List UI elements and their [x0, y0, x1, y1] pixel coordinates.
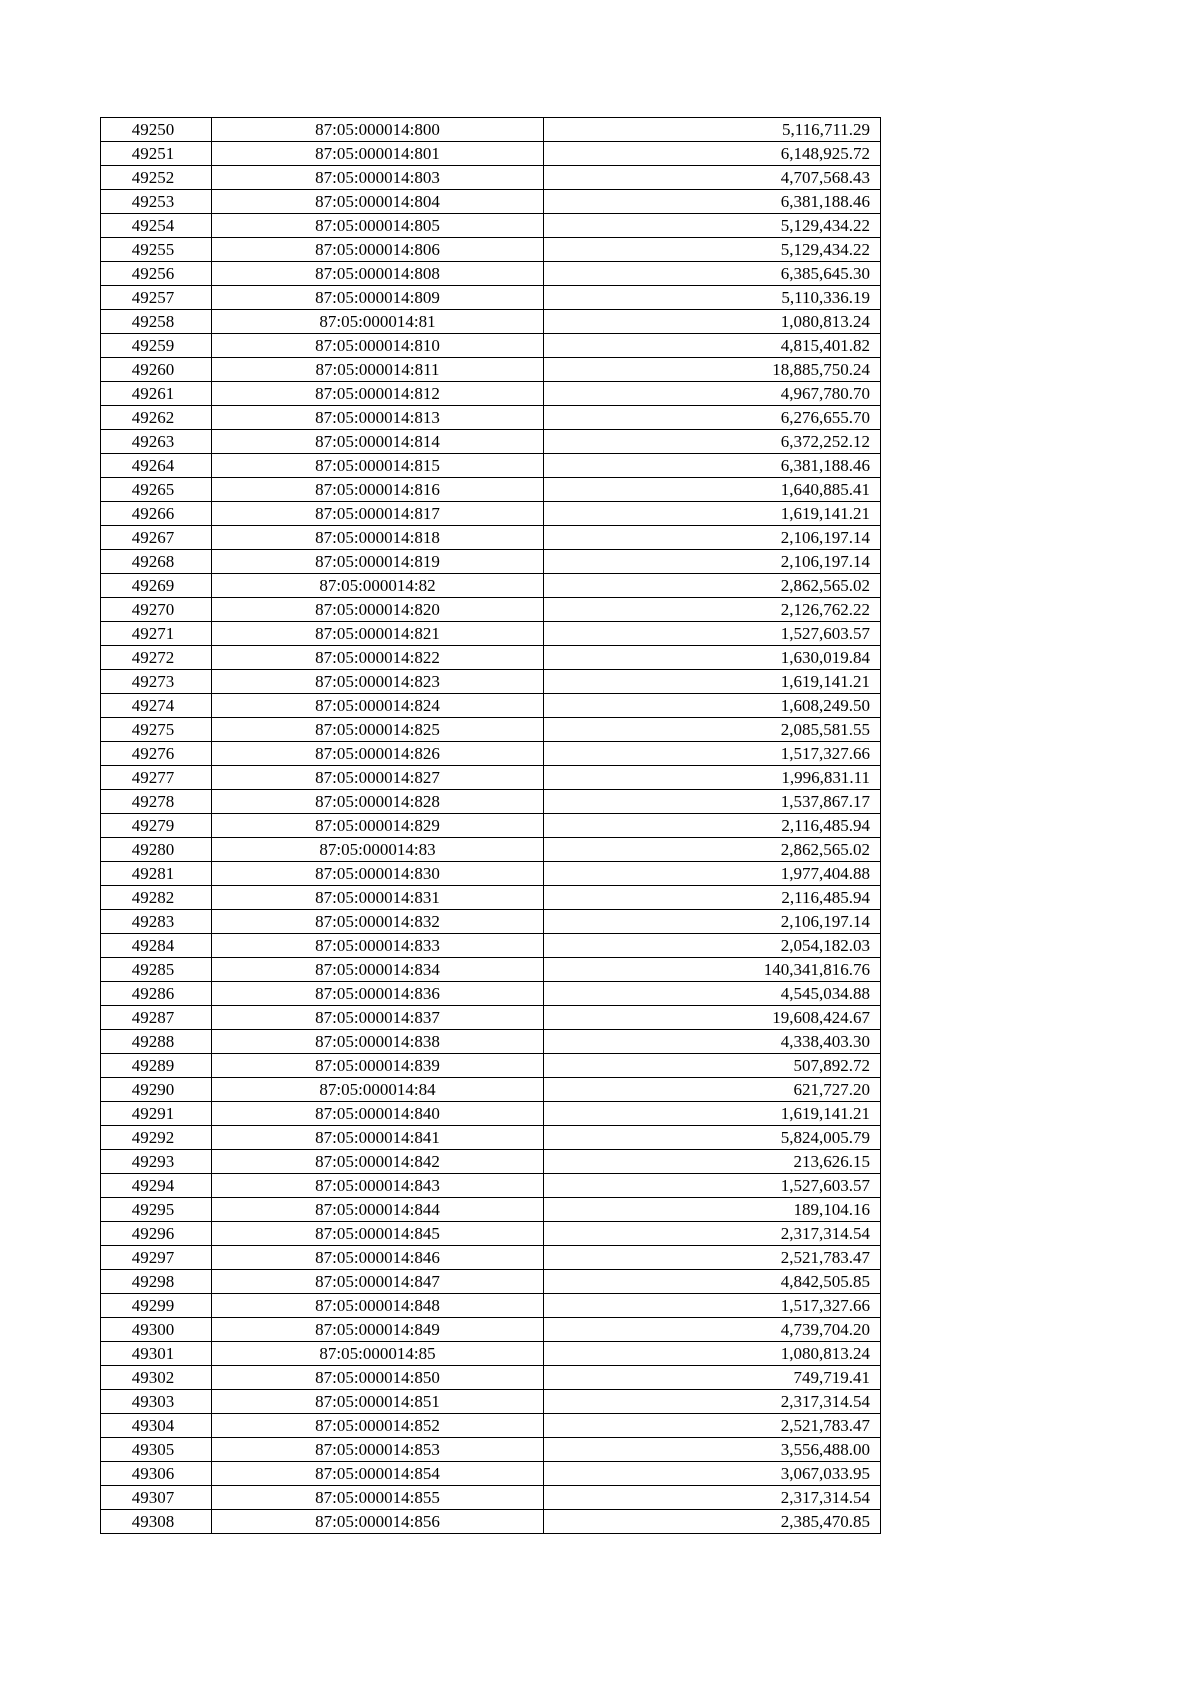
- cadastral-number-cell: 87:05:000014:846: [212, 1246, 544, 1270]
- row-number-cell: 49261: [101, 382, 212, 406]
- cadastral-number-cell: 87:05:000014:803: [212, 166, 544, 190]
- row-number-cell: 49271: [101, 622, 212, 646]
- table-row: [101, 262, 881, 286]
- cadastral-number-cell: 87:05:000014:811: [212, 358, 544, 382]
- value-cell: 621,727.20: [544, 1078, 881, 1102]
- row-number-cell: 49260: [101, 358, 212, 382]
- table-row: [101, 1078, 881, 1102]
- value-cell: 5,110,336.19: [544, 286, 881, 310]
- row-number-cell: 49299: [101, 1294, 212, 1318]
- row-number-cell: 49300: [101, 1318, 212, 1342]
- value-cell: 1,517,327.66: [544, 742, 881, 766]
- row-number-cell: 49273: [101, 670, 212, 694]
- table-row: [101, 1318, 881, 1342]
- row-number-cell: 49301: [101, 1342, 212, 1366]
- row-number-cell: 49251: [101, 142, 212, 166]
- row-number-cell: 49272: [101, 646, 212, 670]
- cadastral-number-cell: 87:05:000014:825: [212, 718, 544, 742]
- table-row: [101, 358, 881, 382]
- cadastral-number-cell: 87:05:000014:809: [212, 286, 544, 310]
- value-cell: 2,106,197.14: [544, 526, 881, 550]
- value-cell: 1,640,885.41: [544, 478, 881, 502]
- row-number-cell: 49289: [101, 1054, 212, 1078]
- row-number-cell: 49263: [101, 430, 212, 454]
- row-number-cell: 49280: [101, 838, 212, 862]
- cadastral-number-cell: 87:05:000014:824: [212, 694, 544, 718]
- value-cell: 19,608,424.67: [544, 1006, 881, 1030]
- row-number-cell: 49288: [101, 1030, 212, 1054]
- cadastral-number-cell: 87:05:000014:830: [212, 862, 544, 886]
- value-cell: 2,521,783.47: [544, 1414, 881, 1438]
- table-row: [101, 1294, 881, 1318]
- cadastral-number-cell: 87:05:000014:855: [212, 1486, 544, 1510]
- cadastral-number-cell: 87:05:000014:834: [212, 958, 544, 982]
- table-row: [101, 1270, 881, 1294]
- table-row: [101, 454, 881, 478]
- cadastral-number-cell: 87:05:000014:833: [212, 934, 544, 958]
- value-cell: 1,996,831.11: [544, 766, 881, 790]
- row-number-cell: 49287: [101, 1006, 212, 1030]
- value-cell: 189,104.16: [544, 1198, 881, 1222]
- table-row: [101, 1006, 881, 1030]
- value-cell: 4,967,780.70: [544, 382, 881, 406]
- table-row: [101, 406, 881, 430]
- table-row: [101, 430, 881, 454]
- cadastral-number-cell: 87:05:000014:827: [212, 766, 544, 790]
- cadastral-number-cell: 87:05:000014:822: [212, 646, 544, 670]
- cadastral-number-cell: 87:05:000014:800: [212, 118, 544, 142]
- row-number-cell: 49292: [101, 1126, 212, 1150]
- cadastral-number-cell: 87:05:000014:85: [212, 1342, 544, 1366]
- cadastral-number-cell: 87:05:000014:836: [212, 982, 544, 1006]
- value-cell: 5,824,005.79: [544, 1126, 881, 1150]
- row-number-cell: 49279: [101, 814, 212, 838]
- cadastral-number-cell: 87:05:000014:810: [212, 334, 544, 358]
- table-row: [101, 934, 881, 958]
- value-cell: 6,385,645.30: [544, 262, 881, 286]
- row-number-cell: 49302: [101, 1366, 212, 1390]
- value-cell: 749,719.41: [544, 1366, 881, 1390]
- table-row: [101, 142, 881, 166]
- value-cell: 2,106,197.14: [544, 910, 881, 934]
- row-number-cell: 49308: [101, 1510, 212, 1534]
- value-cell: 4,338,403.30: [544, 1030, 881, 1054]
- cadastral-number-cell: 87:05:000014:852: [212, 1414, 544, 1438]
- table-row: [101, 838, 881, 862]
- row-number-cell: 49268: [101, 550, 212, 574]
- table-body: [101, 118, 881, 1534]
- value-cell: 2,317,314.54: [544, 1390, 881, 1414]
- row-number-cell: 49259: [101, 334, 212, 358]
- row-number-cell: 49275: [101, 718, 212, 742]
- row-number-cell: 49285: [101, 958, 212, 982]
- value-cell: 2,317,314.54: [544, 1222, 881, 1246]
- row-number-cell: 49306: [101, 1462, 212, 1486]
- value-cell: 1,080,813.24: [544, 310, 881, 334]
- cadastral-number-cell: 87:05:000014:805: [212, 214, 544, 238]
- table-row: [101, 502, 881, 526]
- table-row: [101, 1054, 881, 1078]
- value-cell: 6,381,188.46: [544, 454, 881, 478]
- value-cell: 2,521,783.47: [544, 1246, 881, 1270]
- table-row: [101, 286, 881, 310]
- table-row: [101, 790, 881, 814]
- table-row: [101, 910, 881, 934]
- cadastral-number-cell: 87:05:000014:821: [212, 622, 544, 646]
- cadastral-number-cell: 87:05:000014:820: [212, 598, 544, 622]
- table-row: [101, 1030, 881, 1054]
- value-cell: 2,126,762.22: [544, 598, 881, 622]
- row-number-cell: 49307: [101, 1486, 212, 1510]
- row-number-cell: 49303: [101, 1390, 212, 1414]
- row-number-cell: 49283: [101, 910, 212, 934]
- table-row: [101, 1366, 881, 1390]
- cadastral-number-cell: 87:05:000014:847: [212, 1270, 544, 1294]
- cadastral-number-cell: 87:05:000014:804: [212, 190, 544, 214]
- row-number-cell: 49258: [101, 310, 212, 334]
- table-row: [101, 118, 881, 142]
- row-number-cell: 49286: [101, 982, 212, 1006]
- row-number-cell: 49281: [101, 862, 212, 886]
- value-cell: 4,815,401.82: [544, 334, 881, 358]
- cadastral-number-cell: 87:05:000014:840: [212, 1102, 544, 1126]
- row-number-cell: 49284: [101, 934, 212, 958]
- table-row: [101, 670, 881, 694]
- table-row: [101, 1486, 881, 1510]
- value-cell: 140,341,816.76: [544, 958, 881, 982]
- table-row: [101, 1438, 881, 1462]
- value-cell: 3,556,488.00: [544, 1438, 881, 1462]
- value-cell: 1,080,813.24: [544, 1342, 881, 1366]
- cadastral-number-cell: 87:05:000014:841: [212, 1126, 544, 1150]
- table-row: [101, 238, 881, 262]
- table-row: [101, 982, 881, 1006]
- row-number-cell: 49264: [101, 454, 212, 478]
- value-cell: 213,626.15: [544, 1150, 881, 1174]
- row-number-cell: 49265: [101, 478, 212, 502]
- table-row: [101, 574, 881, 598]
- cadastral-number-cell: 87:05:000014:813: [212, 406, 544, 430]
- cadastral-number-cell: 87:05:000014:856: [212, 1510, 544, 1534]
- row-number-cell: 49266: [101, 502, 212, 526]
- row-number-cell: 49304: [101, 1414, 212, 1438]
- row-number-cell: 49269: [101, 574, 212, 598]
- row-number-cell: 49297: [101, 1246, 212, 1270]
- table-row: [101, 1510, 881, 1534]
- value-cell: 1,977,404.88: [544, 862, 881, 886]
- row-number-cell: 49298: [101, 1270, 212, 1294]
- value-cell: 2,862,565.02: [544, 574, 881, 598]
- cadastral-number-cell: 87:05:000014:843: [212, 1174, 544, 1198]
- table-row: [101, 1390, 881, 1414]
- value-cell: 2,317,314.54: [544, 1486, 881, 1510]
- cadastral-number-cell: 87:05:000014:831: [212, 886, 544, 910]
- cadastral-number-cell: 87:05:000014:848: [212, 1294, 544, 1318]
- table-row: [101, 478, 881, 502]
- cadastral-number-cell: 87:05:000014:801: [212, 142, 544, 166]
- value-cell: 1,619,141.21: [544, 502, 881, 526]
- cadastral-number-cell: 87:05:000014:817: [212, 502, 544, 526]
- table-row: [101, 1342, 881, 1366]
- table-row: [101, 1150, 881, 1174]
- row-number-cell: 49257: [101, 286, 212, 310]
- row-number-cell: 49276: [101, 742, 212, 766]
- row-number-cell: 49291: [101, 1102, 212, 1126]
- table-row: [101, 526, 881, 550]
- value-cell: 1,517,327.66: [544, 1294, 881, 1318]
- cadastral-number-cell: 87:05:000014:84: [212, 1078, 544, 1102]
- cadastral-number-cell: 87:05:000014:850: [212, 1366, 544, 1390]
- row-number-cell: 49267: [101, 526, 212, 550]
- table-row: [101, 1222, 881, 1246]
- table-row: [101, 1102, 881, 1126]
- cadastral-number-cell: 87:05:000014:826: [212, 742, 544, 766]
- row-number-cell: 49262: [101, 406, 212, 430]
- value-cell: 2,085,581.55: [544, 718, 881, 742]
- cadastral-number-cell: 87:05:000014:837: [212, 1006, 544, 1030]
- row-number-cell: 49282: [101, 886, 212, 910]
- table-row: [101, 1174, 881, 1198]
- table-row: [101, 958, 881, 982]
- row-number-cell: 49253: [101, 190, 212, 214]
- table-row: [101, 1462, 881, 1486]
- cadastral-number-cell: 87:05:000014:853: [212, 1438, 544, 1462]
- value-cell: 1,527,603.57: [544, 622, 881, 646]
- row-number-cell: 49255: [101, 238, 212, 262]
- value-cell: 1,608,249.50: [544, 694, 881, 718]
- value-cell: 1,537,867.17: [544, 790, 881, 814]
- cadastral-number-cell: 87:05:000014:842: [212, 1150, 544, 1174]
- cadastral-number-cell: 87:05:000014:81: [212, 310, 544, 334]
- cadastral-number-cell: 87:05:000014:808: [212, 262, 544, 286]
- value-cell: 2,116,485.94: [544, 886, 881, 910]
- cadastral-number-cell: 87:05:000014:829: [212, 814, 544, 838]
- cadastral-number-cell: 87:05:000014:849: [212, 1318, 544, 1342]
- row-number-cell: 49256: [101, 262, 212, 286]
- table-row: [101, 1198, 881, 1222]
- table-row: [101, 622, 881, 646]
- row-number-cell: 49296: [101, 1222, 212, 1246]
- table-row: [101, 310, 881, 334]
- cadastral-number-cell: 87:05:000014:845: [212, 1222, 544, 1246]
- value-cell: 5,129,434.22: [544, 214, 881, 238]
- value-cell: 4,545,034.88: [544, 982, 881, 1006]
- row-number-cell: 49278: [101, 790, 212, 814]
- row-number-cell: 49290: [101, 1078, 212, 1102]
- table-row: [101, 718, 881, 742]
- value-cell: 2,862,565.02: [544, 838, 881, 862]
- row-number-cell: 49270: [101, 598, 212, 622]
- cadastral-number-cell: 87:05:000014:806: [212, 238, 544, 262]
- row-number-cell: 49294: [101, 1174, 212, 1198]
- value-cell: 1,619,141.21: [544, 1102, 881, 1126]
- table-row: [101, 766, 881, 790]
- cadastral-number-cell: 87:05:000014:851: [212, 1390, 544, 1414]
- value-cell: 5,129,434.22: [544, 238, 881, 262]
- table-row: [101, 382, 881, 406]
- value-cell: 6,381,188.46: [544, 190, 881, 214]
- value-cell: 6,148,925.72: [544, 142, 881, 166]
- value-cell: 3,067,033.95: [544, 1462, 881, 1486]
- table-row: [101, 598, 881, 622]
- value-cell: 6,276,655.70: [544, 406, 881, 430]
- cadastral-number-cell: 87:05:000014:814: [212, 430, 544, 454]
- data-table: [100, 117, 881, 1534]
- value-cell: 4,707,568.43: [544, 166, 881, 190]
- cadastral-number-cell: 87:05:000014:844: [212, 1198, 544, 1222]
- table-row: [101, 1126, 881, 1150]
- value-cell: 4,842,505.85: [544, 1270, 881, 1294]
- value-cell: 1,619,141.21: [544, 670, 881, 694]
- cadastral-number-cell: 87:05:000014:823: [212, 670, 544, 694]
- value-cell: 5,116,711.29: [544, 118, 881, 142]
- value-cell: 507,892.72: [544, 1054, 881, 1078]
- cadastral-number-cell: 87:05:000014:839: [212, 1054, 544, 1078]
- value-cell: 1,527,603.57: [544, 1174, 881, 1198]
- row-number-cell: 49277: [101, 766, 212, 790]
- row-number-cell: 49250: [101, 118, 212, 142]
- cadastral-number-cell: 87:05:000014:815: [212, 454, 544, 478]
- row-number-cell: 49305: [101, 1438, 212, 1462]
- table-row: [101, 1414, 881, 1438]
- value-cell: 2,385,470.85: [544, 1510, 881, 1534]
- table-row: [101, 814, 881, 838]
- cadastral-number-cell: 87:05:000014:838: [212, 1030, 544, 1054]
- value-cell: 1,630,019.84: [544, 646, 881, 670]
- row-number-cell: 49254: [101, 214, 212, 238]
- cadastral-number-cell: 87:05:000014:854: [212, 1462, 544, 1486]
- table-row: [101, 334, 881, 358]
- value-cell: 2,116,485.94: [544, 814, 881, 838]
- table-row: [101, 550, 881, 574]
- cadastral-number-cell: 87:05:000014:83: [212, 838, 544, 862]
- table-row: [101, 166, 881, 190]
- table-row: [101, 1246, 881, 1270]
- value-cell: 18,885,750.24: [544, 358, 881, 382]
- table-row: [101, 862, 881, 886]
- value-cell: 6,372,252.12: [544, 430, 881, 454]
- cadastral-number-cell: 87:05:000014:812: [212, 382, 544, 406]
- cadastral-number-cell: 87:05:000014:818: [212, 526, 544, 550]
- table-row: [101, 886, 881, 910]
- cadastral-number-cell: 87:05:000014:828: [212, 790, 544, 814]
- table-row: [101, 742, 881, 766]
- row-number-cell: 49293: [101, 1150, 212, 1174]
- value-cell: 4,739,704.20: [544, 1318, 881, 1342]
- table-row: [101, 694, 881, 718]
- row-number-cell: 49295: [101, 1198, 212, 1222]
- table-row: [101, 190, 881, 214]
- row-number-cell: 49274: [101, 694, 212, 718]
- row-number-cell: 49252: [101, 166, 212, 190]
- cadastral-number-cell: 87:05:000014:82: [212, 574, 544, 598]
- value-cell: 2,054,182.03: [544, 934, 881, 958]
- cadastral-number-cell: 87:05:000014:816: [212, 478, 544, 502]
- table-row: [101, 646, 881, 670]
- value-cell: 2,106,197.14: [544, 550, 881, 574]
- cadastral-number-cell: 87:05:000014:819: [212, 550, 544, 574]
- cadastral-number-cell: 87:05:000014:832: [212, 910, 544, 934]
- table-row: [101, 214, 881, 238]
